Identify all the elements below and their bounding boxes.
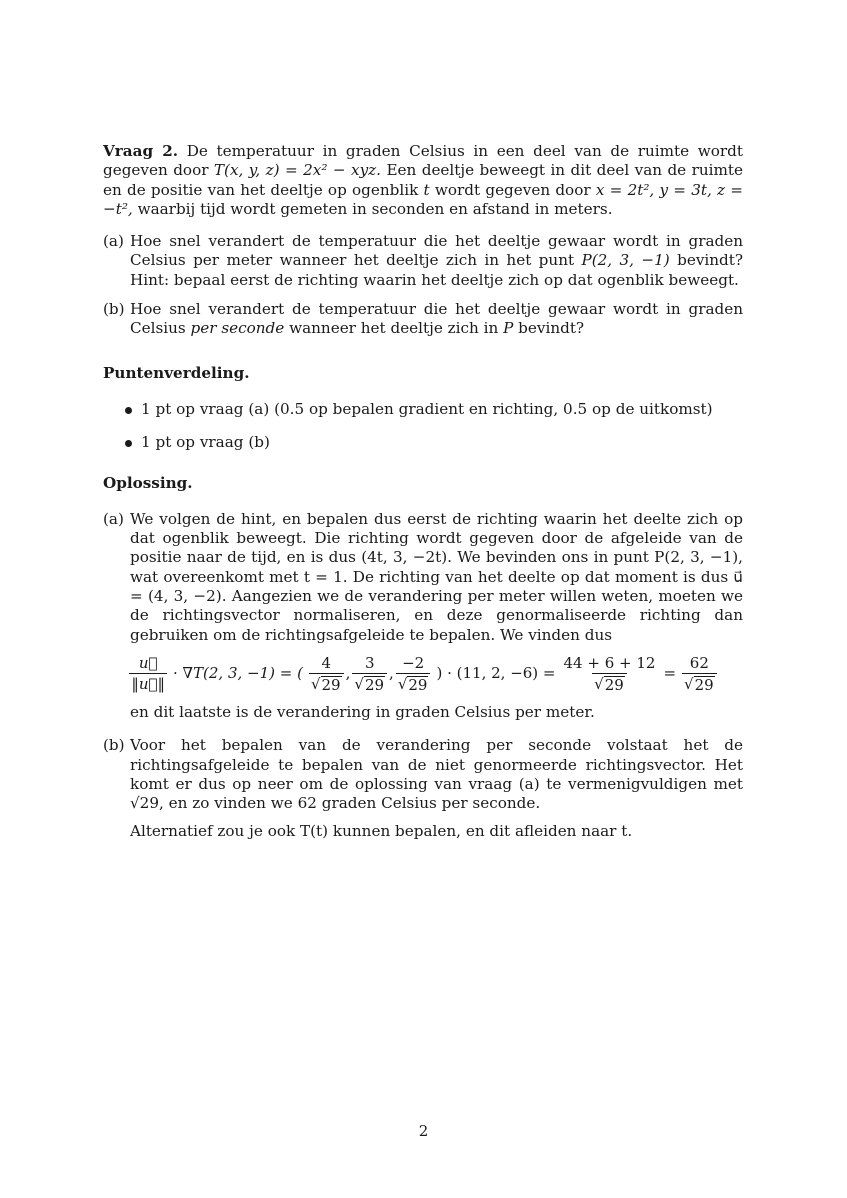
gradient-expression: · ∇T(2, 3, −1) = ( [173, 664, 303, 683]
component-1-denominator [309, 673, 344, 693]
comma: , [389, 664, 394, 683]
equals-sign: = [663, 664, 677, 683]
subquestion-b-text-2: wanneer het deeltje zich in [289, 319, 499, 338]
solution-b-label: (b) [103, 736, 125, 755]
sqrt-argument: 29 [364, 675, 385, 694]
sqrt-argument: 29 [408, 675, 428, 694]
radical-sign: √ [397, 674, 408, 693]
question-text-1: De temperatuur in graden Celsius in een deel van de ruimte wordt gegeven door [103, 142, 744, 180]
points-item-1-text: 1 pt op vraag (a) (0.5 op bepalen gradient en richting, 0.5 op de uitkomst) [141, 399, 713, 418]
page-number: 2 [418, 1122, 429, 1140]
time-variable: t [423, 180, 430, 199]
subquestion-b-text-3: bevindt? [518, 319, 585, 338]
question-text-3: wordt gegeven door [434, 180, 591, 199]
points-item-2 [103, 433, 743, 452]
subquestion-a-text-1: Hoe snel verandert de temperatuur die het deeltje gewaar wordt in graden Celsius per meter wanneer het deeltje zich in het punt [130, 232, 743, 270]
sqrt-symbol [594, 676, 625, 693]
solution-b-text-2: Alternatief zou je ook T(t) kunnen bepalen, en dit afleiden naar t. [130, 822, 633, 841]
subquestion-b-label: (b) [103, 300, 125, 319]
question-text-2: Een deeltje beweegt in dit deel van de ruimte en de positie van het deeltje op ogenblik [103, 161, 743, 199]
points-list [103, 400, 743, 453]
subquestion-a-point: P(2, 3, −1) [581, 251, 670, 270]
sqrt-symbol [684, 676, 715, 693]
points-heading: Puntenverdeling. [103, 363, 250, 382]
question-paragraph [103, 142, 743, 219]
subquestion-b-text-1: Hoe snel verandert de temperatuur die het deeltje gewaar wordt in graden Celsius [130, 300, 743, 338]
subquestion-a-text-2: bevindt? Hint: bepaal eerst de richting waarin het deeltje zich op dat ogenblik beweegt. [130, 251, 744, 289]
component-3-denominator [396, 673, 431, 693]
subquestion-b-emphasis: per seconde [190, 319, 285, 338]
points-item-2-text: 1 pt op vraag (b) [141, 433, 270, 452]
dot-product-expression: ) · (11, 2, −6) = [436, 664, 556, 683]
sqrt-argument: 29 [604, 675, 624, 694]
question-label: Vraag 2. [103, 142, 179, 160]
unit-vector-fraction [129, 655, 167, 693]
sum-numerator: 44 + 6 + 12 [563, 653, 656, 672]
solution-b-text-1: Voor het bepalen van de verandering per seconde volstaat het de richtingsafgeleide te bepalen van de niet genormeerde richtingsvector. Het komt er dus op neer om de oplossing van vraag (a) te vermenigvuldigen met √29, en zo vinden we 62 graden Celsius per seconde. [130, 736, 743, 813]
solution-a-label: (a) [103, 509, 124, 528]
solution-a-after-text: en dit laatste is de verandering in graden Celsius per meter. [130, 702, 595, 721]
result-numerator: 62 [689, 653, 709, 672]
component-1-numerator: 4 [321, 653, 332, 672]
question-text-4: waarbij tijd wordt gemeten in seconden en afstand in meters. [137, 199, 613, 218]
subquestion-a-label: (a) [103, 232, 124, 251]
subquestion-b-point: P [503, 319, 514, 338]
bullet-icon [125, 407, 132, 414]
component-2-denominator [352, 673, 387, 693]
subquestion-a [103, 232, 743, 290]
solution-b [103, 736, 743, 841]
sqrt-argument: 29 [321, 675, 341, 694]
component-1-fraction [309, 655, 344, 693]
component-3-numerator: −2 [402, 653, 425, 672]
component-2-fraction [352, 655, 387, 693]
result-denominator [682, 673, 717, 693]
bullet-icon [125, 440, 132, 447]
sqrt-symbol [311, 676, 342, 693]
radical-sign: √ [354, 674, 364, 693]
sqrt-symbol [398, 676, 429, 693]
sqrt-symbol [354, 676, 385, 693]
radical-sign: √ [684, 674, 694, 693]
sum-fraction [562, 655, 658, 693]
solution-a-text: We volgen de hint, en bepalen dus eerst de richting waarin het deelte zich op dat ogenblik beweegt. Die richting wordt gegeven door de afgeleide van de positie naar de tijd, en is dus (4t, 3, −2t). We bevinden ons in punt P(2, 3, −1), wat overeenkomt met t = 1. De richting van het deelte op dat moment is dus u⃗ = (4, 3, −2). Aangezien we de verandering per meter willen weten, moeten we de richtingsvector normaliseren, en deze genormaliseerde richting dan gebruiken om de richtingsafgeleide te bepalen. We vinden dus [130, 509, 743, 644]
temperature-formula: T(x, y, z) = 2x² − xyz. [213, 161, 381, 180]
vector-u: u⃗ [138, 653, 158, 672]
subquestion-b [103, 300, 743, 339]
radical-sign: √ [594, 674, 604, 693]
result-fraction [682, 655, 717, 693]
position-formula: x = 2t², y = 3t, z = −t², [103, 180, 744, 218]
solution-equation [103, 655, 743, 693]
solution-heading: Oplossing. [103, 473, 193, 492]
sqrt-argument: 29 [694, 675, 714, 694]
component-3-fraction [396, 655, 431, 693]
solution-a [103, 510, 743, 722]
vector-u-norm: ‖u⃗‖ [131, 674, 165, 693]
comma: , [345, 664, 351, 683]
radical-sign: √ [310, 674, 321, 693]
component-2-numerator: 3 [364, 653, 375, 672]
document-page [103, 142, 743, 842]
sum-denominator [592, 673, 627, 693]
points-item-1 [103, 400, 743, 419]
